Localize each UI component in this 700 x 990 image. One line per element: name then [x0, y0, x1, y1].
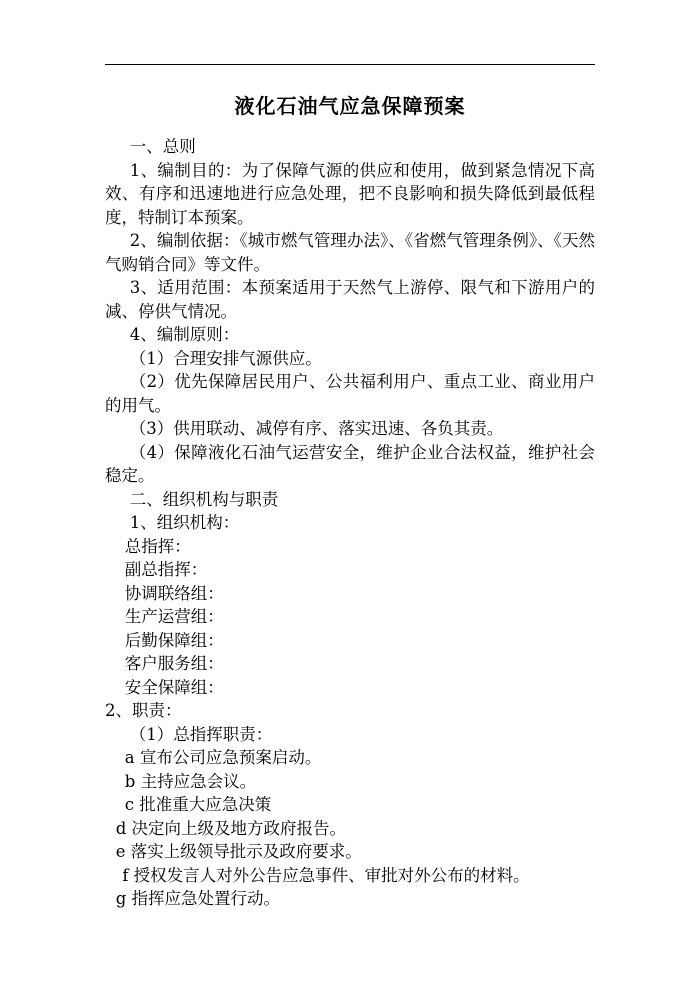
- header-rule: [105, 64, 595, 65]
- document-paragraph: a 宣布公司应急预案启动。: [124, 748, 322, 767]
- document-title: 液化石油气应急保障预案: [234, 94, 466, 118]
- document-paragraph: 1、编制目的：为了保障气源的供应和使用，做到紧急情况下高效、有序和迅速地进行应急处理，把不良影响和损失降低到最低程度，特制订本预案。: [105, 160, 595, 227]
- document-paragraph: 协调联络组：: [124, 583, 224, 603]
- document-paragraph: 4、编制原则：: [129, 325, 240, 344]
- document-paragraph: 生产运营组：: [124, 607, 224, 626]
- document-paragraph: 3、适用范围：本预案适用于天然气上游停、限气和下游用户的减、停供气情况。: [105, 278, 595, 321]
- document-paragraph: g 指挥应急处置行动。: [115, 889, 281, 908]
- document-paragraph: 总指挥：: [124, 536, 191, 556]
- document-paragraph: （1）合理安排气源供应。: [129, 348, 322, 368]
- document-paragraph: 副总指挥：: [124, 560, 208, 579]
- document-paragraph: （3）供用联动、减停有序、落实迅速、各负其责。: [129, 419, 504, 438]
- document-paragraph: 安全保障组：: [124, 677, 224, 697]
- document-body: [105, 135, 595, 911]
- document-paragraph: 客户服务组：: [124, 654, 224, 673]
- document-paragraph: 1、组织机构：: [129, 513, 240, 532]
- document-paragraph: （1）总指挥职责：: [129, 724, 273, 744]
- document-paragraph: 后勤保障组：: [124, 630, 224, 650]
- document-paragraph: 2、职责：: [105, 701, 182, 720]
- document-paragraph: e 落实上级领导批示及政府要求。: [115, 842, 362, 861]
- document-paragraph: 一、总则: [129, 137, 196, 156]
- document-paragraph: （4）保障液化石油气运营安全，维护企业合法权益，维护社会稳定。: [105, 442, 595, 485]
- document-paragraph: c 批准重大应急决策: [124, 795, 272, 814]
- document-paragraph: f 授权发言人对外公告应急事件、审批对外公布的材料。: [122, 865, 530, 885]
- document-paragraph: （2）优先保障居民用户、公共福利用户、重点工业、商业用户的用气。: [105, 372, 595, 415]
- document-paragraph: 二、组织机构与职责: [129, 489, 279, 509]
- document-paragraph: 2、编制依据：《城市燃气管理办法》、《省燃气管理条例》、《天然气购销合同》等文件。: [105, 231, 595, 274]
- document-paragraph: d 决定向上级及地方政府报告。: [115, 818, 347, 838]
- document-paragraph: b 主持应急会议。: [124, 771, 257, 791]
